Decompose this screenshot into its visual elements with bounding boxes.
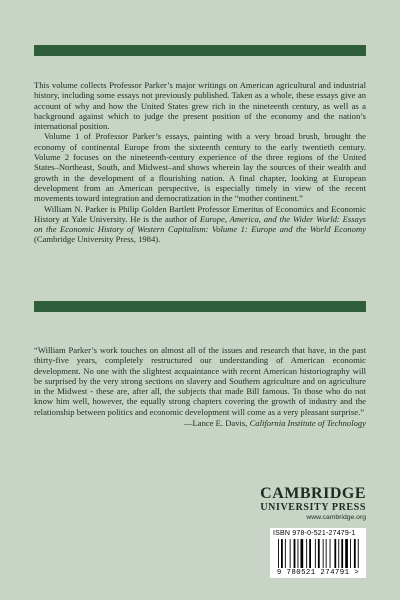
author-bio-intro: William N. Parker is Philip Golden Bartlett Professor Emeritus of Economics and Economic History at Yale University. He is the author of xyxy=(34,203,366,224)
reviewer-affiliation: California Institute of Technology xyxy=(249,418,366,429)
publisher-name: CAMBRIDGE xyxy=(260,485,366,502)
barcode-stripe xyxy=(281,539,283,568)
review-attribution xyxy=(34,418,366,428)
barcode-stripe xyxy=(290,539,291,568)
publisher-block xyxy=(260,486,366,521)
description-paragraph-2: Volume 1 of Professor Parker’s essays, painting with a very broad brush, brought the economy of continental Europe from the sixteenth century to the early twentieth century. Volume 2 focuses on the nineteenth-century experience of the three regions of the United States–Northeast, South, and Midwest–and shows wherein lay the sources of their wealth and growth in the development of a flourishing nation. A final chapter, looking at European development from an American perspective, is especially timely in view of the recent movements toward integration and democratization in the “mother continent.” xyxy=(34,131,366,204)
barcode-stripe xyxy=(354,539,356,568)
book-description xyxy=(34,80,366,245)
barcode-digits: 9 780521 274791 > xyxy=(276,569,360,577)
barcode-stripe xyxy=(309,539,311,568)
barcode-panel xyxy=(270,528,366,578)
barcode-stripe xyxy=(301,539,304,568)
description-paragraph-1: This volume collects Professor Parker’s major writings on American agricultural and industrial history, including some essays not previously published. Taken as a whole, these essays give an account of why and how the United States grew rich in the nineteenth century, as well as a background against which to judge the present position of the economy and the nation’s international position. xyxy=(34,80,366,132)
barcode-stripe xyxy=(338,539,339,568)
author-bio xyxy=(34,204,366,245)
barcode-stripe xyxy=(306,539,307,568)
barcode-stripe xyxy=(298,539,299,568)
review-quote: “William Parker’s work touches on almost all of the issues and research that have, in the past thirty-five years, completely restructured our understanding of American economic development. No one with the slightest acquaintance with recent American historiography will be surprised by the very strong sections on slavery and Southern agriculture and on agriculture in the Midwest - these are, after all, the subjects that made Bill famous. To those who do not know him well, however, the equally strong chapters covering the growth of industry and the relationship between politics and economic development will come as a very pleasant surprise.” xyxy=(34,345,366,417)
barcode-stripe xyxy=(318,539,320,568)
barcode-stripe xyxy=(326,539,327,568)
barcode-stripe xyxy=(341,539,343,568)
barcode-stripe xyxy=(345,539,348,568)
reviewer-name: —Lance E. Davis, xyxy=(183,418,250,429)
author-previous-book-title: Europe, America, and the Wider World: Essays on the Economic History of Western Capitalism: Volume 1: Europe and the World Economy xyxy=(34,213,366,235)
barcode-stripe xyxy=(330,539,331,568)
author-bio-citation: (Cambridge University Press, 1984). xyxy=(34,234,161,245)
isbn-label: ISBN 978-0-521-27479-1 xyxy=(273,530,356,537)
barcode-stripe xyxy=(285,539,286,568)
barcode-graphic xyxy=(278,539,362,568)
barcode-stripe xyxy=(334,539,336,568)
publisher-subtitle: UNIVERSITY PRESS xyxy=(260,502,366,513)
middle-divider-bar xyxy=(34,301,366,312)
top-divider-bar xyxy=(34,45,366,56)
barcode-stripe xyxy=(294,539,296,568)
barcode-stripe xyxy=(315,539,316,568)
barcode-stripe xyxy=(358,539,359,568)
publisher-url: www.cambridge.org xyxy=(306,514,366,521)
review-block xyxy=(34,345,366,428)
barcode-stripe xyxy=(278,539,279,568)
barcode-stripe xyxy=(323,539,324,568)
barcode-stripe xyxy=(350,539,351,568)
